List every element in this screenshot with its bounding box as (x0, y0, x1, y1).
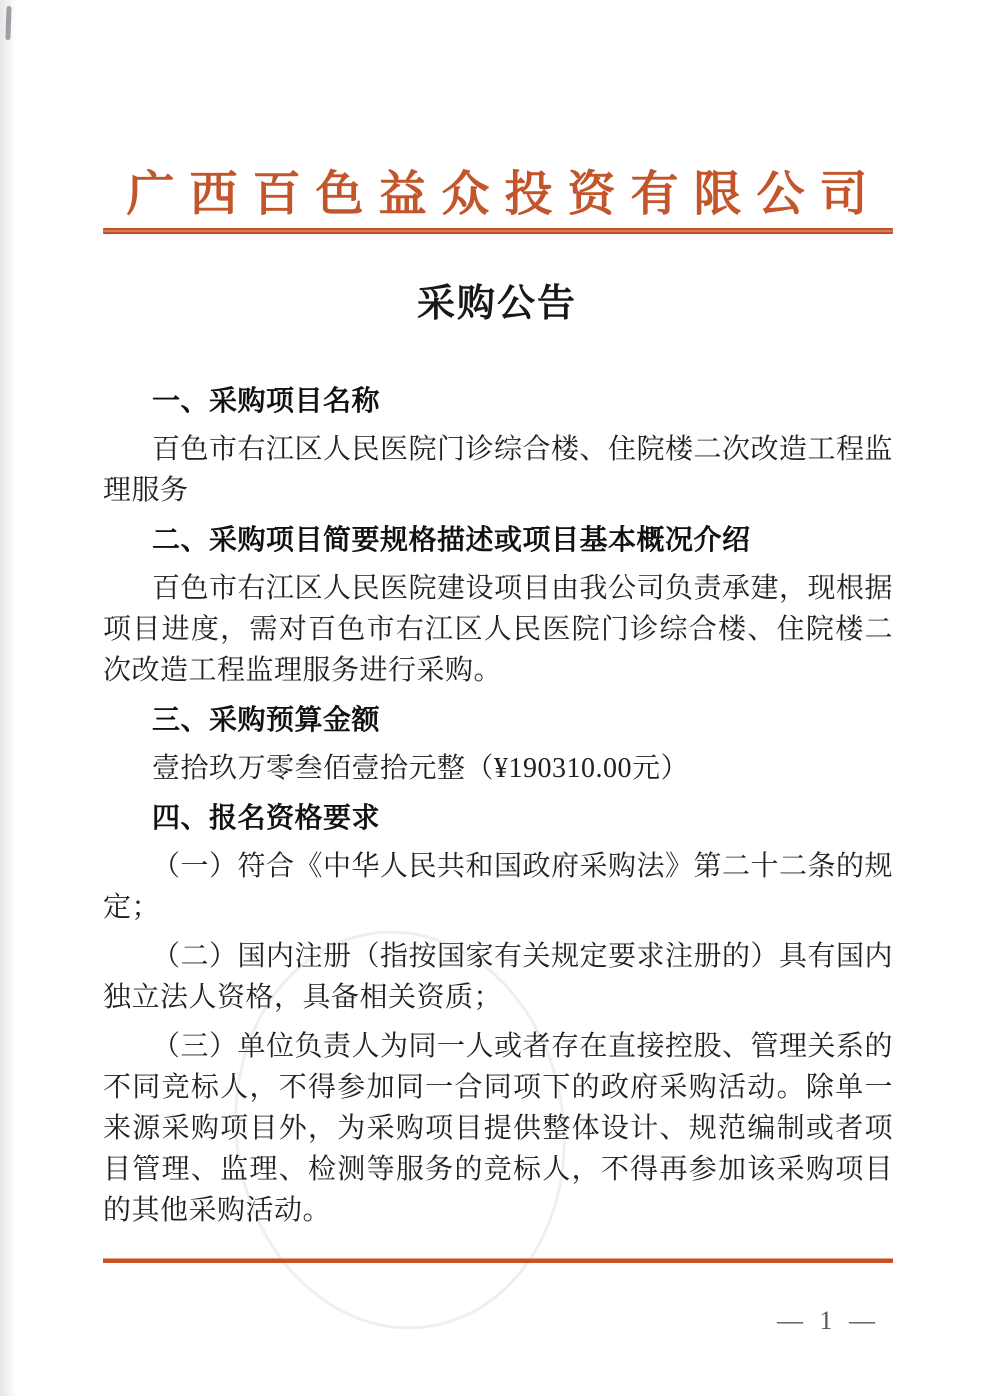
page-number: — 1 — (777, 1306, 880, 1335)
section-4-heading: 四、报名资格要求 (152, 802, 381, 833)
section-4-item-2: （二）国内注册（指按国家有关规定要求注册的）具有国内独立法人资格，具备相关资质； (103, 941, 894, 1013)
footer-divider (103, 1258, 893, 1263)
section-4-item-3: （三）单位负责人为同一人或者存在直接控股、管理关系的不同竞标人，不得参加同一合同项下的政府采购活动。除单一来源采购项目外，为采购项目提供整体设计、规范编制或者项目管理、监理、检测等服务的竞标人，不得再参加该采购项目的其他采购活动。 (103, 1031, 894, 1226)
letterhead-divider (103, 228, 893, 234)
section-3-heading: 三、采购预算金额 (152, 704, 381, 735)
company-letterhead: 广西百色益众投资有限公司 (126, 168, 883, 221)
document-title: 采购公告 (416, 283, 577, 325)
section-1-heading: 一、采购项目名称 (152, 385, 381, 416)
section-1-paragraph: 百色市右江区人民医院门诊综合楼、住院楼二次改造工程监理服务 (103, 434, 894, 506)
section-4-item-1: （一）符合《中华人民共和国政府采购法》第二十二条的规定； (103, 851, 894, 923)
section-2-paragraph: 百色市右江区人民医院建设项目由我公司负责承建，现根据项目进度，需对百色市右江区人民医院门诊综合楼、住院楼二次改造工程监理服务进行采购。 (103, 573, 894, 686)
scan-artifact-mark (5, 6, 11, 40)
section-3-paragraph: 壹拾玖万零叁佰壹拾元整（¥190310.00元） (152, 753, 690, 784)
section-2-heading: 二、采购项目简要规格描述或项目基本概况介绍 (152, 524, 751, 555)
document-body (103, 380, 893, 1231)
